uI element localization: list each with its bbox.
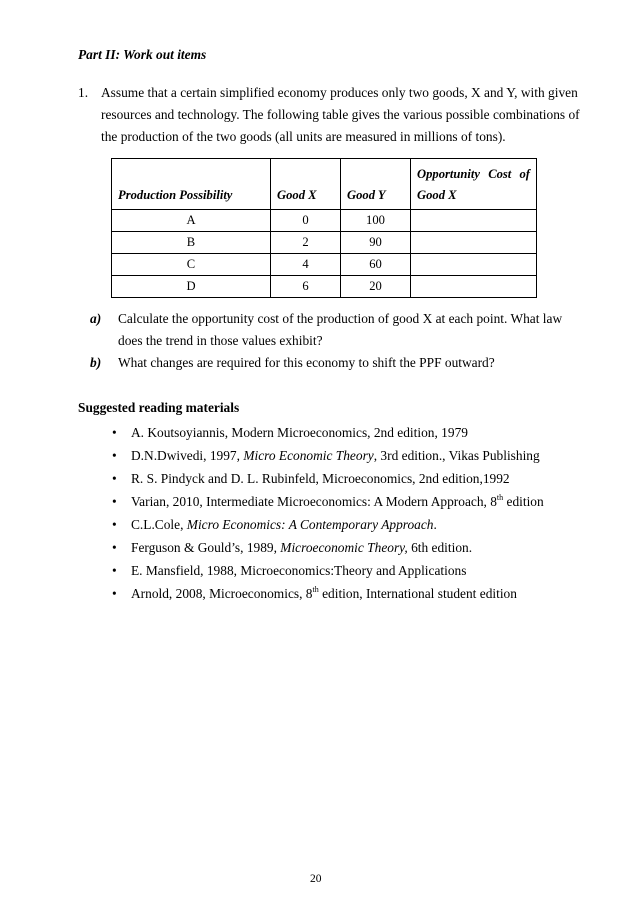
bullet: • <box>112 425 117 440</box>
cell-possibility: D <box>112 276 271 298</box>
bullet: • <box>112 540 117 555</box>
sub-question-a-line-1: Calculate the opportunity cost of the production of good X at each point. What law <box>118 311 563 326</box>
table-row <box>112 210 537 232</box>
cell-good-y: 20 <box>341 276 411 298</box>
reading-text-end: , 3rd edition., Vikas Publishing <box>373 448 540 463</box>
table-row <box>112 276 537 298</box>
table-row <box>112 254 537 276</box>
reading-text: R. S. Pindyck and D. L. Rubinfeld, Microeconomics, 2nd edition,1992 <box>131 471 510 486</box>
header-oc-word-2: Cost <box>488 167 512 181</box>
bullet: • <box>112 494 117 509</box>
cell-possibility: A <box>112 210 271 232</box>
reading-text-end: . <box>433 517 437 532</box>
bullet: • <box>112 586 117 601</box>
superscript: th <box>496 493 504 502</box>
reading-book-title: Micro Economic Theory <box>243 448 374 463</box>
reading-text: Varian, 2010, Intermediate Microeconomics: A Modern Approach, 8 <box>131 494 497 509</box>
sub-question-b-label: b) <box>90 355 102 370</box>
reading-text: A. Koutsoyiannis, Modern Microeconomics, 2nd edition, 1979 <box>131 425 468 440</box>
cell-good-x: 6 <box>271 276 341 298</box>
reading-book-title: Microeconomic Theory, <box>280 540 408 555</box>
reading-item <box>112 467 544 490</box>
sub-question-a-label: a) <box>90 311 102 326</box>
reading-text: Arnold, 2008, Microeconomics, 8 <box>131 586 313 601</box>
header-oc-word-3: of <box>519 167 530 181</box>
reading-item <box>112 559 544 582</box>
header-good-x: Good X <box>271 159 341 210</box>
reading-item <box>112 582 544 605</box>
cell-opportunity-cost <box>411 210 537 232</box>
reading-list <box>112 421 544 605</box>
bullet: • <box>112 563 117 578</box>
header-good-y: Good Y <box>341 159 411 210</box>
cell-possibility: B <box>112 232 271 254</box>
reading-text: E. Mansfield, 1988, Microeconomics:Theory and Applications <box>131 563 467 578</box>
header-production-possibility: Production Possibility <box>112 159 271 210</box>
cell-good-x: 0 <box>271 210 341 232</box>
sub-question-a-line-2: does the trend in those values exhibit? <box>118 333 323 348</box>
table-header-row <box>112 159 537 210</box>
reading-item <box>112 444 544 467</box>
header-oc-line-2: Good X <box>417 188 457 202</box>
reading-text: D.N.Dwivedi, 1997, <box>131 448 244 463</box>
reading-text: C.L.Cole, <box>131 517 187 532</box>
cell-opportunity-cost <box>411 276 537 298</box>
cell-good-x: 4 <box>271 254 341 276</box>
reading-book-title: Micro Economics: A Contemporary Approach <box>186 517 434 532</box>
sub-question-b-line-1: What changes are required for this economy to shift the PPF outward? <box>118 355 495 370</box>
section-title: Part II: Work out items <box>78 47 207 62</box>
cell-possibility: C <box>112 254 271 276</box>
cell-good-y: 60 <box>341 254 411 276</box>
cell-opportunity-cost <box>411 232 537 254</box>
reading-materials-heading: Suggested reading materials <box>78 400 240 415</box>
bullet: • <box>112 448 117 463</box>
reading-text-end: edition, International student edition <box>318 586 517 601</box>
reading-text-end: 6th edition. <box>407 540 473 555</box>
reading-text-end: edition <box>503 494 544 509</box>
question-line-3: the production of the two goods (all units are measured in millions of tons). <box>101 129 506 144</box>
production-possibility-table <box>111 158 537 298</box>
cell-opportunity-cost <box>411 254 537 276</box>
page-number: 20 <box>310 873 322 885</box>
reading-item <box>112 490 544 513</box>
bullet: • <box>112 471 117 486</box>
reading-item <box>112 421 544 444</box>
reading-item <box>112 513 544 536</box>
bullet: • <box>112 517 117 532</box>
header-opportunity-cost <box>411 159 537 210</box>
reading-item <box>112 536 544 559</box>
cell-good-x: 2 <box>271 232 341 254</box>
question-line-1: Assume that a certain simplified economy produces only two goods, X and Y, with given <box>101 85 578 100</box>
header-oc-word-1: Opportunity <box>417 167 480 181</box>
cell-good-y: 90 <box>341 232 411 254</box>
reading-text: Ferguson & Gould’s, 1989, <box>131 540 281 555</box>
table-row <box>112 232 537 254</box>
cell-good-y: 100 <box>341 210 411 232</box>
question-line-2: resources and technology. The following table gives the various possible combinations of <box>101 107 580 122</box>
superscript: th <box>312 585 319 594</box>
question-number: 1. <box>78 85 89 100</box>
